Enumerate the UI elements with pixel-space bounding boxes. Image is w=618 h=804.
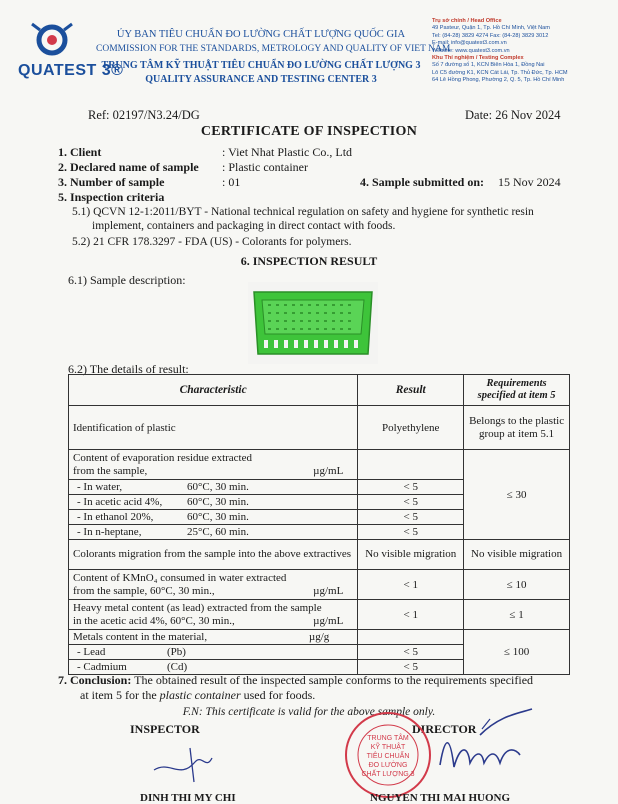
- submitted-value: 15 Nov 2024: [498, 175, 561, 189]
- sample-number-label: 3. Number of sample: [58, 175, 165, 189]
- client-value: : Viet Nhat Plastic Co., Ltd: [222, 145, 353, 159]
- cell-characteristic: Heavy metal content (as lead) extracted from the sample in the acetic acid 4%, 60°C, 30 min., µg/mL: [69, 600, 358, 630]
- cell-characteristic: Content of evaporation residue extracted from the sample, µg/mL: [69, 450, 358, 480]
- header-line-vn-committee: ỦY BAN TIÊU CHUẨN ĐO LƯỜNG CHẤT LƯỢNG QUỐC GIA: [116, 29, 406, 40]
- table-row: [69, 406, 570, 450]
- svg-text:TRUNG TÂM: TRUNG TÂM: [367, 735, 409, 742]
- svg-text:TIÊU CHUẨN: TIÊU CHUẨN: [366, 753, 410, 760]
- table-row: [69, 450, 570, 480]
- cell-result: < 5: [358, 495, 464, 510]
- criteria-label: 5. Inspection criteria: [58, 190, 165, 204]
- sample-photo: [248, 282, 378, 364]
- director-label: DIRECTOR: [412, 722, 477, 736]
- header-line-en-committee: COMMISSION FOR THE STANDARDS, METROLOGY AND QUALITY OF VIET NAM: [96, 44, 451, 54]
- header-line-vn-center: TRUNG TÂM KỸ THUẬT TIÊU CHUẨN ĐO LƯỜNG CHẤT LƯỢNG 3: [101, 60, 421, 71]
- table-row: [69, 570, 570, 600]
- office-contacts: Trụ sở chính / Head Office 49 Pasteur, Quận 1, Tp. Hồ Chí Minh, Việt Nam Tel: (84-28) 3829 4274 Fax: (84-28) 3829 3012 E-mail: info@quatest3.com.vn Website: www.quatest3.com.vn Khu Thí nghiệm / Testing Complex Số 7 đường số 1, KCN Biên Hòa 1, Đồng Nai Lô C5 đường K1, KCN Cát Lái, Tp. Thủ Đức, Tp. HCM 64 Lê Hồng Phong, Phường 2, Q. 5, Tp. Hồ Chí Minh: [432, 18, 568, 84]
- sample-name-value: : Plastic container: [222, 160, 308, 174]
- cell-requirement: ≤ 10: [464, 570, 570, 600]
- director-name: NGUYEN THI MAI HUONG: [370, 792, 511, 804]
- inspector-signature: [150, 740, 240, 785]
- header-result: Result: [358, 375, 464, 406]
- cell-characteristic: Metals content in the material, µg/g: [69, 630, 358, 645]
- cell-result: Polyethylene: [358, 406, 464, 450]
- cell-characteristic: Colorants migration from the sample into the above extractives: [69, 540, 358, 570]
- sample-name-label: 2. Declared name of sample: [58, 160, 199, 174]
- header-line-en-center: QUALITY ASSURANCE AND TESTING CENTER 3: [145, 74, 377, 85]
- sample-number-value: : 01: [222, 175, 241, 189]
- result-table: [68, 374, 570, 675]
- sample-description-label: 6.1) Sample description:: [68, 273, 186, 287]
- cell-result: < 1: [358, 600, 464, 630]
- cell-requirement: No visible migration: [464, 540, 570, 570]
- cell-result: < 5: [358, 480, 464, 495]
- cell-requirement: Belongs to the plastic group at item 5.1: [464, 406, 570, 450]
- inspector-name: DINH THI MY CHI: [140, 792, 236, 804]
- criteria-5-1: 5.1) QCVN 12-1:2011/BYT - National technical regulation on safety and hygiene for synthetic resin implement, containers and packaging in direct contact with foods.: [72, 206, 534, 232]
- table-row: - In acetic acid 4%, 60°C, 30 min. < 5: [69, 495, 570, 510]
- table-row: - Cadmium (Cd) < 5: [69, 660, 570, 675]
- client-label: 1. Client: [58, 145, 102, 159]
- criteria-5-2: 5.2) 21 CFR 178.3297 - FDA (US) - Colorants for polymers.: [72, 236, 352, 248]
- reference-number: Ref: 02197/N3.24/DG: [88, 108, 200, 122]
- table-row: - In water, 60°C, 30 min. < 5: [69, 480, 570, 495]
- header-characteristic: Characteristic: [69, 375, 358, 406]
- cell-characteristic: Content of KMnO₄ consumed in water extracted from the sample, 60°C, 30 min., µg/mL: [69, 570, 358, 600]
- table-row: [69, 600, 570, 630]
- table-row: - In n-heptane, 25°C, 60 min. < 5: [69, 525, 570, 540]
- svg-text:KỸ THUẬT: KỸ THUẬT: [370, 744, 406, 751]
- logo-text: QUATEST 3®: [18, 62, 124, 79]
- svg-text:CHẤT LƯỢNG 3: CHẤT LƯỢNG 3: [361, 771, 415, 778]
- svg-text:ĐO LƯỜNG: ĐO LƯỜNG: [368, 762, 408, 769]
- cell-requirement: ≤ 1: [464, 600, 570, 630]
- table-row: - Lead (Pb) < 5: [69, 645, 570, 660]
- details-label: 6.2) The details of result:: [68, 362, 189, 376]
- director-signature: [420, 705, 540, 790]
- table-row: [69, 540, 570, 570]
- table-header-row: [69, 375, 570, 406]
- cell-requirement: ≤ 100: [464, 630, 570, 675]
- cell-result: < 5: [358, 660, 464, 675]
- table-row: [69, 630, 570, 645]
- cell-result: < 1: [358, 570, 464, 600]
- conclusion: 7. Conclusion: The obtained result of the inspected sample conforms to the requirements specified at item 5 for the plastic container used for foods.: [58, 673, 534, 702]
- cell-requirement: ≤ 30: [464, 450, 570, 540]
- header-requirements: Requirements specified at item 5: [464, 375, 570, 406]
- inspector-label: INSPECTOR: [130, 722, 200, 736]
- document-title: CERTIFICATE OF INSPECTION: [200, 124, 418, 139]
- table-row: - In ethanol 20%, 60°C, 30 min. < 5: [69, 510, 570, 525]
- cell-result: No visible migration: [358, 540, 464, 570]
- submitted-label: 4. Sample submitted on:: [360, 175, 485, 189]
- footnote: F.N: This certificate is valid for the above sample only.: [182, 706, 436, 718]
- cell-result: < 5: [358, 525, 464, 540]
- issue-date: Date: 26 Nov 2024: [465, 108, 561, 122]
- cell-result: < 5: [358, 510, 464, 525]
- inspection-result-heading: 6. INSPECTION RESULT: [240, 254, 378, 268]
- cell-result: < 5: [358, 645, 464, 660]
- cell-characteristic: Identification of plastic: [69, 406, 358, 450]
